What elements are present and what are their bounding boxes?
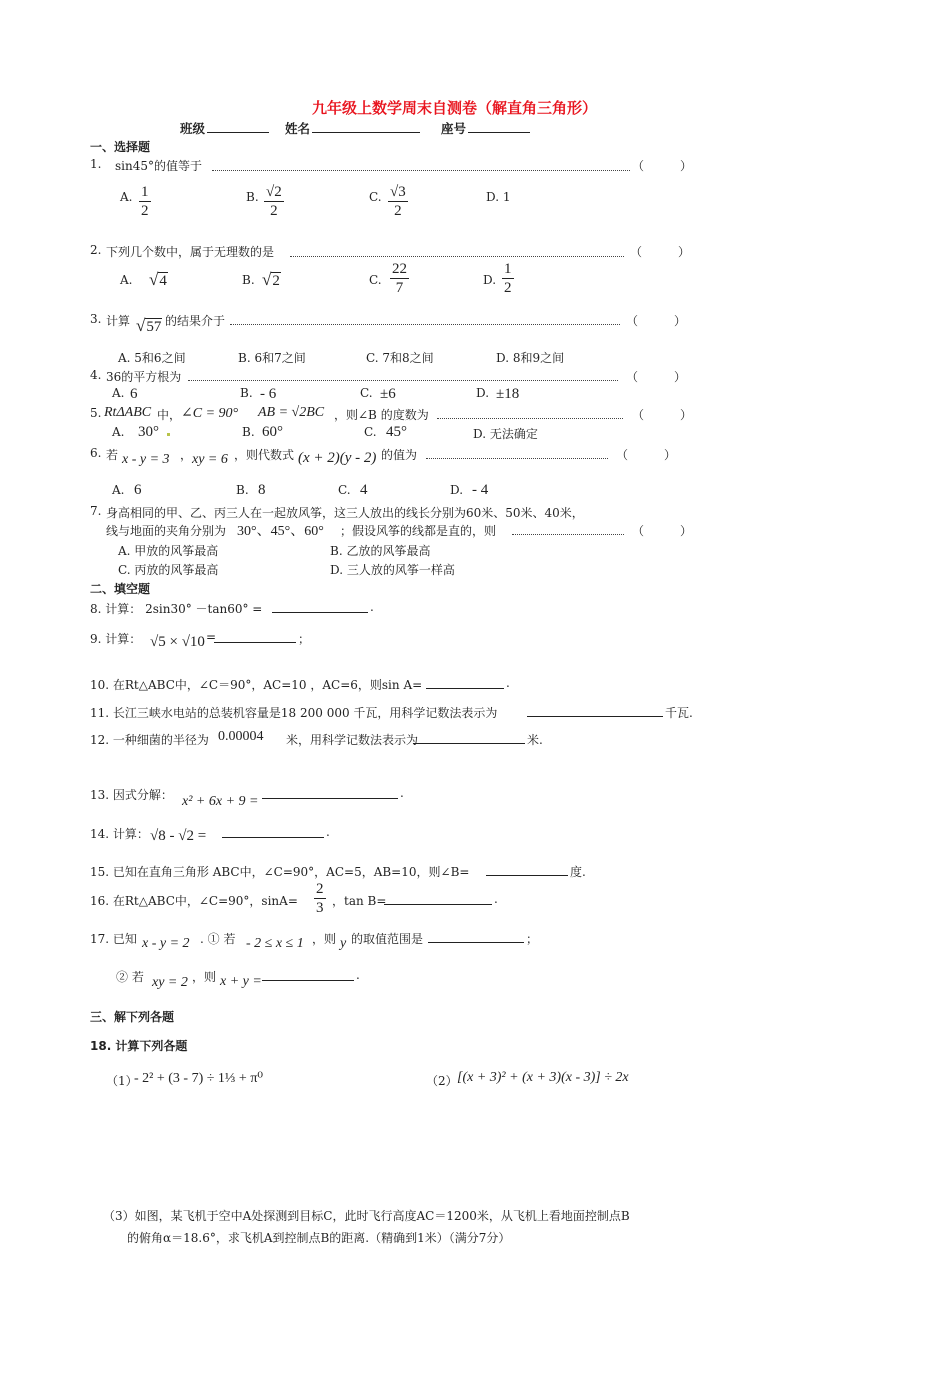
q1-opt-a-frac: $\frac{1}{2}$ [141,184,149,219]
q4-text: 36的平方根为 [106,370,182,384]
q17-text-e: ，则 [192,970,217,984]
q16-text-b: ，tan B= [332,894,387,908]
q10-period: . [506,676,510,690]
q3-text-b: 的结果介于 [165,314,226,328]
q11-unit: 千瓦. [665,706,693,720]
q15-blank[interactable] [486,875,568,876]
class-label: 班级 [180,121,206,136]
q16-blank[interactable] [384,904,492,905]
q7-dots [512,534,624,535]
q4-dots [188,380,618,381]
q1-opt-c: C. [369,190,382,204]
q17-text-a: 17. 已知 [90,932,137,946]
q6-cond2: xy = 6 [192,452,228,467]
q1-opt-b-frac: $\frac{√2}{2}$ [266,184,282,219]
q3-opt-a: A. 5和6之间 [118,351,186,365]
q7-line2-a: 线与地面的夹角分别为 [106,524,227,538]
q6-text-c: 的值为 [381,448,418,462]
q9-equals: = [206,630,217,644]
q1-opt-c-frac: $\frac{√3}{2}$ [390,184,406,219]
q12-text-a: 12. 一种细菌的半径为 [90,733,209,747]
q6-opt-a: A. [112,483,125,497]
q7-opt-d: D. 三人放的风筝一样高 [330,563,455,577]
q5-opt-b-value: 60° [262,424,283,440]
q2-answer-paren[interactable]: （ ） [630,245,691,259]
q18-p1-label: （1） [106,1074,138,1088]
q8-text: 8. 计算： 2sin30° －tan60° = [90,602,263,616]
q18-title: 18. 计算下列各题 [90,1039,188,1053]
q5-triangle: RtΔABC [104,405,152,420]
q9-blank[interactable] [214,642,296,643]
q4-opt-a-value: 6 [130,386,138,402]
q7-answer-paren[interactable]: （ ） [632,524,693,538]
q18-p3-line1: （3）如图，某飞机于空中A处探测到目标C，此时飞行高度AC＝1200米，从飞机上看地面控制点B [103,1209,630,1223]
q1-answer-paren[interactable]: （ ） [632,159,693,173]
q5-opt-a-value: 30° [138,424,159,440]
q3-answer-paren[interactable]: （ ） [626,314,687,328]
page-title: 九年级上数学周末自测卷（解直角三角形） [312,99,598,117]
q17-sub2-a: ② 若 [116,970,144,984]
q18-p2-label: （2） [426,1074,458,1088]
q4-opt-c: C. [360,386,373,400]
q6-opt-b-value: 8 [258,482,266,498]
q4-opt-b: B. [240,386,253,400]
q3-opt-b: B. 6和7之间 [238,351,306,365]
q5-dots [437,418,623,419]
q6-comma: ， [180,448,193,462]
q16-frac-numerator: 2 [316,881,324,897]
q13-period: . [400,786,404,800]
q1-opt-a: A. [120,190,133,204]
q4-answer-paren[interactable]: （ ） [626,370,687,384]
q7-line2-b: ；假设风筝的线都是直的，则 [340,524,497,538]
q17-period: . [356,968,360,982]
q5-answer-paren[interactable]: （ ） [632,408,693,422]
seat-label: 座号 [441,121,467,136]
q4-opt-d-value: ±18 [496,386,520,402]
q1-opt-b: B. [246,190,259,204]
q2-opt-d-frac: $\frac{1}{2}$ [504,261,512,296]
q12-text-b: 米，用科学记数法表示为 [286,733,419,747]
q6-answer-paren[interactable]: （ ） [616,448,677,462]
q7-number: 7. [90,504,102,518]
q10-blank[interactable] [426,688,504,689]
q17-cond: x - y = 2 [142,936,190,951]
q4-number: 4. [90,368,102,382]
q11-text: 11. 长江三峡水电站的总装机容量是18 200 000 千瓦，用科学记数法表示为 [90,706,498,720]
artifact-dot [167,433,170,436]
q6-opt-a-value: 6 [134,482,142,498]
q7-opt-a: A. 甲放的风筝最高 [118,544,219,558]
q9-semicolon: ； [298,632,311,646]
q1-dots [212,170,630,171]
seat-blank[interactable] [468,132,530,133]
q3-opt-c: C. 7和8之间 [366,351,434,365]
q5-number: 5. [90,406,102,420]
q17-text-c: ，则 [312,932,337,946]
q17-text-b: . ① 若 [200,932,236,946]
q17-expr2: x + y = [220,974,262,989]
q17-text-d: 的取值范围是 [351,932,424,946]
q13-expression: x² + 6x + 9 = [182,794,259,809]
q17-blank2[interactable] [262,980,354,981]
q2-number: 2. [90,243,102,257]
q17-var: y [340,936,347,951]
q7-opt-b: B. 乙放的风筝最高 [330,544,431,558]
q16-period: . [494,892,498,906]
q18-p2-expression: [(x + 3)² + (x + 3)(x - 3)] ÷ 2x [457,1070,629,1085]
q6-opt-d-value: - 4 [472,482,489,498]
q12-value: 0.00004 [218,729,264,744]
q15-unit: 度. [570,865,586,879]
q3-text-a: 计算 [106,314,131,328]
q5-opt-d: D. 无法确定 [473,427,538,441]
q2-opt-b: B. [242,273,255,287]
q9-expression: √5 × √10 [150,634,205,650]
q14-period: . [326,825,330,839]
q16-frac-denominator: 3 [316,900,324,916]
q5-opt-a: A. [112,425,125,439]
q16-text-a: 16. 在Rt△ABC中，∠C=90°，sinA= [90,894,298,908]
q13-blank[interactable] [262,798,398,799]
q17-semicolon: ； [526,932,539,946]
q6-text-a: 若 [106,448,119,462]
q1-text: sin45°的值等于 [115,159,202,173]
class-blank[interactable] [207,132,269,133]
q14-expression: √8 - √2 = [150,828,207,844]
q6-opt-b: B. [236,483,249,497]
q5-angle-c: ∠C = 90° [181,406,239,421]
q6-dots [426,458,608,459]
q3-sqrt57: √57 [136,316,162,335]
section-solve: 三、解下列各题 [90,1010,175,1024]
q5-opt-c-value: 45° [386,424,407,440]
q3-dots [230,324,620,325]
q4-opt-b-value: - 6 [260,386,277,402]
q2-text: 下列几个数中，属于无理数的是 [106,245,275,259]
q4-opt-c-value: ±6 [380,386,396,402]
section-choice: 一、选择题 [90,140,151,154]
q4-opt-d: D. [476,386,490,400]
q1-opt-d: D. 1 [486,190,511,204]
q3-opt-d: D. 8和9之间 [496,351,565,365]
q16-fraction [314,880,326,917]
q10-text: 10. 在Rt△ABC中，∠C＝90°，AC=10 ，AC=6，则sin A= [90,678,423,692]
q3-number: 3. [90,312,102,326]
q2-opt-c-frac: $\frac{22}{7}$ [392,261,407,296]
q2-opt-a: A. [120,273,133,287]
q2-opt-d: D. [483,273,497,287]
q9-text: 9. 计算： [90,632,142,646]
name-blank[interactable] [312,132,420,133]
q5-text-b: 中， [157,408,182,422]
q17-blank1[interactable] [428,942,524,943]
q6-opt-c: C. [338,483,351,497]
q6-expression: (x + 2)(y - 2) [298,450,377,466]
q8-blank[interactable] [272,612,368,613]
q2-opt-b-value: √2 [262,270,280,289]
q5-ab-relation: AB = √2BC [258,405,325,420]
q13-text: 13. 因式分解： [90,788,173,802]
q2-opt-a-value: √4 [149,270,167,289]
q8-period: . [370,600,374,614]
q6-opt-c-value: 4 [360,482,368,498]
q2-opt-c: C. [369,273,382,287]
q6-number: 6. [90,446,102,460]
q4-opt-a: A. [112,386,125,400]
q15-text: 15. 已知在直角三角形 ABC中，∠C=90°，AC=5，AB=10，则∠B= [90,865,470,879]
name-label: 姓名 [285,121,311,136]
q5-text-c: ，则∠B 的度数为 [334,408,429,422]
q18-p3-line2: 的俯角α＝18.6°，求飞机A到控制点B的距离.（精确到1米）（满分7分） [127,1231,511,1245]
q5-opt-c: C. [364,425,377,439]
q11-blank[interactable] [527,716,663,717]
q18-p1-expression: - 2² + (3 - 7) ÷ 1⅓ + π⁰ [134,1071,264,1086]
q7-opt-c: C. 丙放的风筝最高 [118,563,219,577]
q1-number: 1. [90,157,102,171]
q14-blank[interactable] [222,837,324,838]
q6-opt-d: D. [450,483,464,497]
q12-blank[interactable] [413,743,525,744]
q6-cond1: x - y = 3 [122,452,170,467]
q2-dots [290,256,624,257]
q5-opt-b: B. [242,425,255,439]
q7-line1: 身高相同的甲、乙、丙三人在一起放风筝，这三人放出的线长分别为60米、50米、40米， [106,506,584,520]
q14-text: 14. 计算： [90,827,149,841]
q17-range: - 2 ≤ x ≤ 1 [246,936,304,951]
q12-unit: 米. [527,733,543,747]
q17-cond2: xy = 2 [152,975,188,990]
q7-angles: 30°、45°、60° [237,524,324,539]
q6-text-b: ，则代数式 [234,448,295,462]
section-fill-in: 二、填空题 [90,582,151,596]
